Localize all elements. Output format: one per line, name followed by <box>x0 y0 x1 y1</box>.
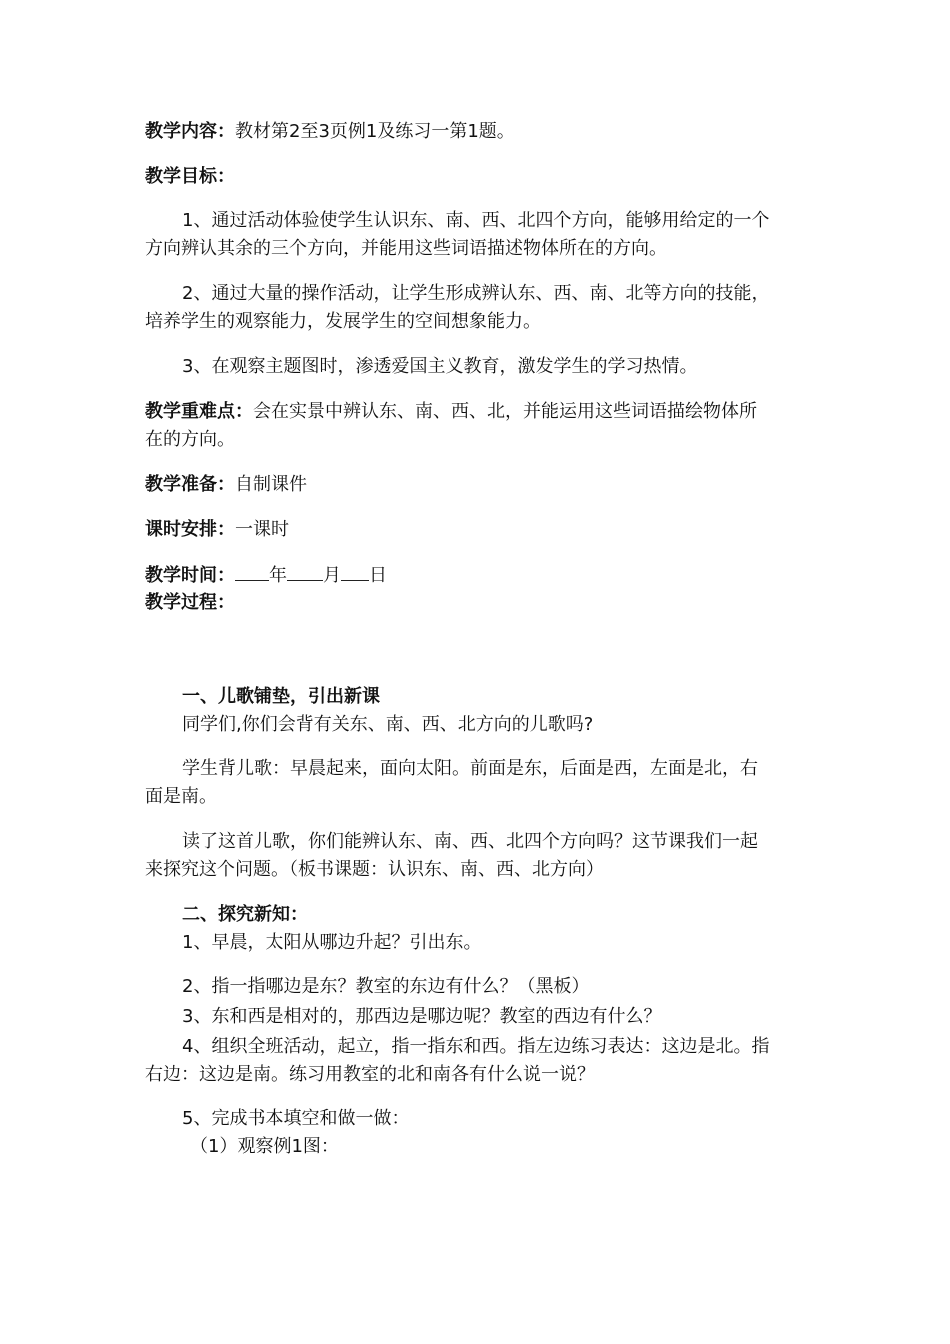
section-1-p3-line-1: 读了这首儿歌，你们能辨认东、南、西、北四个方向吗？这节课我们一起 <box>182 831 758 852</box>
year-blank <box>235 562 269 581</box>
key-points-label: 教学重难点： <box>145 401 253 422</box>
step-2: 2、指一指哪边是东？教室的东边有什么？（黑板） <box>182 976 590 997</box>
date-line <box>145 562 387 589</box>
section-1-title: 一、儿歌铺垫，引出新课 <box>182 686 380 707</box>
process-label: 教学过程： <box>145 592 235 613</box>
year-char: 年 <box>269 565 287 586</box>
step-5: 5、完成书本填空和做一做： <box>182 1108 410 1129</box>
month-blank <box>287 562 323 581</box>
step-1: 1、早晨，太阳从哪边升起？引出东。 <box>182 932 482 953</box>
section-2-title: 二、探究新知： <box>182 904 308 925</box>
prep-text: 自制课件 <box>235 474 307 495</box>
goal-2-line-2: 培养学生的观察能力，发展学生的空间想象能力。 <box>145 311 541 332</box>
prep-label: 教学准备： <box>145 474 235 495</box>
goals-label: 教学目标： <box>145 166 235 187</box>
section-1-p3-line-2: 来探究这个问题。（板书课题：认识东、南、西、北方向） <box>145 859 604 880</box>
goal-1-line-1: 1、通过活动体验使学生认识东、南、西、北四个方向，能够用给定的一个 <box>182 210 770 231</box>
day-blank <box>341 562 369 581</box>
goal-2-line-1: 2、通过大量的操作活动，让学生形成辨认东、西、南、北等方向的技能， <box>182 283 770 304</box>
time-plan-line <box>145 517 289 543</box>
time-plan-text: 一课时 <box>235 519 289 540</box>
content-text: 教材第2至3页例1及练习一第1题。 <box>235 121 515 142</box>
day-char: 日 <box>369 565 387 586</box>
goal-3: 3、在观察主题图时，渗透爱国主义教育，激发学生的学习热情。 <box>182 356 698 377</box>
month-char: 月 <box>323 565 341 586</box>
step-4-line-2: 右边：这边是南。练习用教室的北和南各有什么说一说？ <box>145 1064 595 1085</box>
time-plan-label: 课时安排： <box>145 519 235 540</box>
prep-line <box>145 472 307 498</box>
goal-1-line-2: 方向辨认其余的三个方向，并能用这些词语描述物体所在的方向。 <box>145 238 667 259</box>
content-line <box>145 119 515 145</box>
step-4-line-1: 4、组织全班活动，起立，指一指东和西。指左边练习表达：这边是北。指 <box>182 1036 770 1057</box>
content-label: 教学内容： <box>145 121 235 142</box>
section-1-p1: 同学们,你们会背有关东、南、西、北方向的儿歌吗? <box>182 714 594 735</box>
date-label: 教学时间： <box>145 565 235 586</box>
step-3: 3、东和西是相对的，那西边是哪边呢？教室的西边有什么？ <box>182 1006 662 1027</box>
step-5-sub-1: （1）观察例1图： <box>190 1136 339 1157</box>
key-points-line-2: 在的方向。 <box>145 429 235 450</box>
key-points-line-1 <box>145 399 757 425</box>
key-points-text: 会在实景中辨认东、南、西、北，并能运用这些词语描绘物体所 <box>253 401 757 422</box>
section-1-p2-line-2: 面是南。 <box>145 786 217 807</box>
section-1-p2-line-1: 学生背儿歌：早晨起来，面向太阳。前面是东，后面是西，左面是北，右 <box>182 758 758 779</box>
